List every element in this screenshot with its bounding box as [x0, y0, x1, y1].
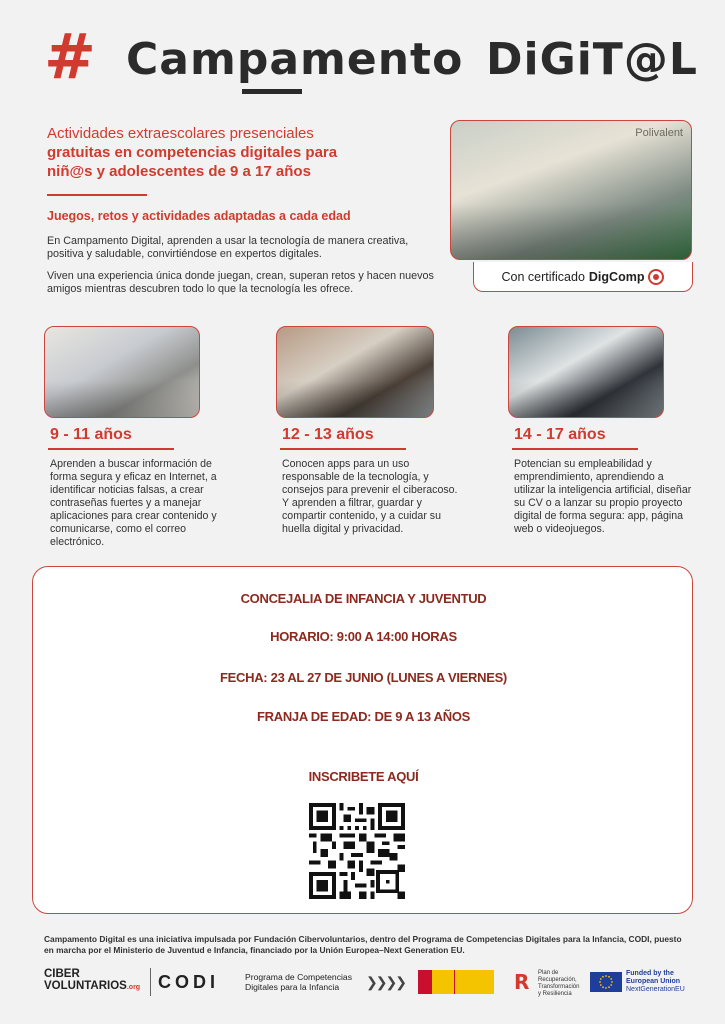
plan-recuperacion-icon: R [514, 970, 530, 994]
certificate-badge [473, 262, 693, 292]
sponsor-logos [44, 966, 684, 1002]
age-description-2: Conocen apps para un uso responsable de la tecnología, y consejos para prevenir el ciberacoso. Y aprenden a filtrar, guardar y compartir contenido, y a cuidar su huella digital y privacidad. [282, 458, 458, 535]
age-range-3-underline [512, 448, 638, 450]
age-range-1: 9 - 11 años [50, 426, 132, 443]
arrows-icon: ❯❯❯❯ [366, 974, 405, 990]
info-age-range: FRANJA DE EDAD: DE 9 A 13 AÑOS [257, 709, 470, 724]
paragraph-1: En Campamento Digital, aprenden a usar la tecnología de manera creativa, positiva y saludable, convirtiéndose en expertos digitales. [47, 235, 409, 260]
programa-logo: Programa de Competencias Digitales para la Infancia [245, 972, 352, 992]
gobierno-espana-logo [418, 970, 494, 994]
intro-line-2: gratuitas en competencias digitales para [47, 144, 338, 161]
title-underline [242, 89, 302, 94]
title-campamento: Campamento [126, 34, 464, 85]
register-link[interactable]: INSCRIBETE AQUÍ [308, 769, 419, 784]
info-box [32, 566, 693, 914]
main-photo [450, 120, 692, 260]
eu-flag-icon [590, 972, 622, 992]
footer-text: Campamento Digital es una iniciativa impulsada por Fundación Cibervoluntarios, dentro del Programa de Competencias Digitales para la Infancia, CODI, puesto en marcha por el Ministerio de Juventud e Infancia, financiado por la Unión Europea–Next Generation EU. [44, 934, 682, 955]
intro-divider [47, 194, 147, 196]
codi-logo: CODI [158, 972, 219, 992]
age-description-1: Aprenden a buscar información de forma segura y eficaz en Internet, a identificar noticias falsas, a crear contraseñas fuertes y a manejar aplicaciones para crear contenido y comunicarse, como el correo electrónico. [50, 458, 217, 548]
certificate-icon [648, 269, 664, 285]
age-group-photo-1 [44, 326, 200, 418]
subheading: Juegos, retos y actividades adaptadas a cada edad [47, 209, 351, 223]
age-group-photo-2 [276, 326, 434, 418]
main-photo-sign: Polivalent [635, 127, 683, 139]
age-description-3: Potencian su empleabilidad y emprendimiento, aprendiendo a utilizar la inteligencia artificial, diseñar su CV o a lanzar su propio proyecto digital de forma segura: app, página web o videojuegos. [514, 458, 692, 535]
info-department: CONCEJALIA DE INFANCIA Y JUVENTUD [240, 591, 487, 606]
info-dates: FECHA: 23 AL 27 DE JUNIO (LUNES A VIERNES) [220, 670, 507, 685]
hash-logo-icon: # [44, 20, 96, 93]
age-group-photo-3 [508, 326, 664, 418]
intro-line-3: niñ@s y adolescentes de 9 a 17 años [47, 163, 311, 180]
title-digital: DiGiT@L [486, 34, 698, 85]
certificate-name: DigComp [588, 269, 645, 284]
logo-divider [150, 968, 151, 996]
age-range-2: 12 - 13 años [282, 426, 374, 443]
age-range-3: 14 - 17 años [514, 426, 606, 443]
paragraph-2: Viven una experiencia única donde juegan, crean, superan retos y hacen nuevos amigos mientras descubren todo lo que la tecnología les ofrece. [47, 270, 434, 295]
intro-line-1: Actividades extraescolares presenciales [47, 125, 314, 142]
certificate-prefix: Con certificado [501, 269, 585, 284]
intro-heading [47, 124, 377, 181]
age-range-1-underline [48, 448, 174, 450]
qr-code[interactable] [309, 803, 405, 899]
cibervoluntarios-logo: CIBER VOLUNTARIOS.org [44, 968, 141, 992]
eu-logo: Funded by the European Union NextGenerationEU [590, 970, 686, 994]
plan-recuperacion-logo: R Plan de Recuperación, Transformación y Resiliencia [514, 970, 580, 997]
age-range-2-underline [280, 448, 406, 450]
campaign-header [44, 20, 698, 98]
info-schedule: HORARIO: 9:00 A 14:00 HORAS [270, 629, 457, 644]
